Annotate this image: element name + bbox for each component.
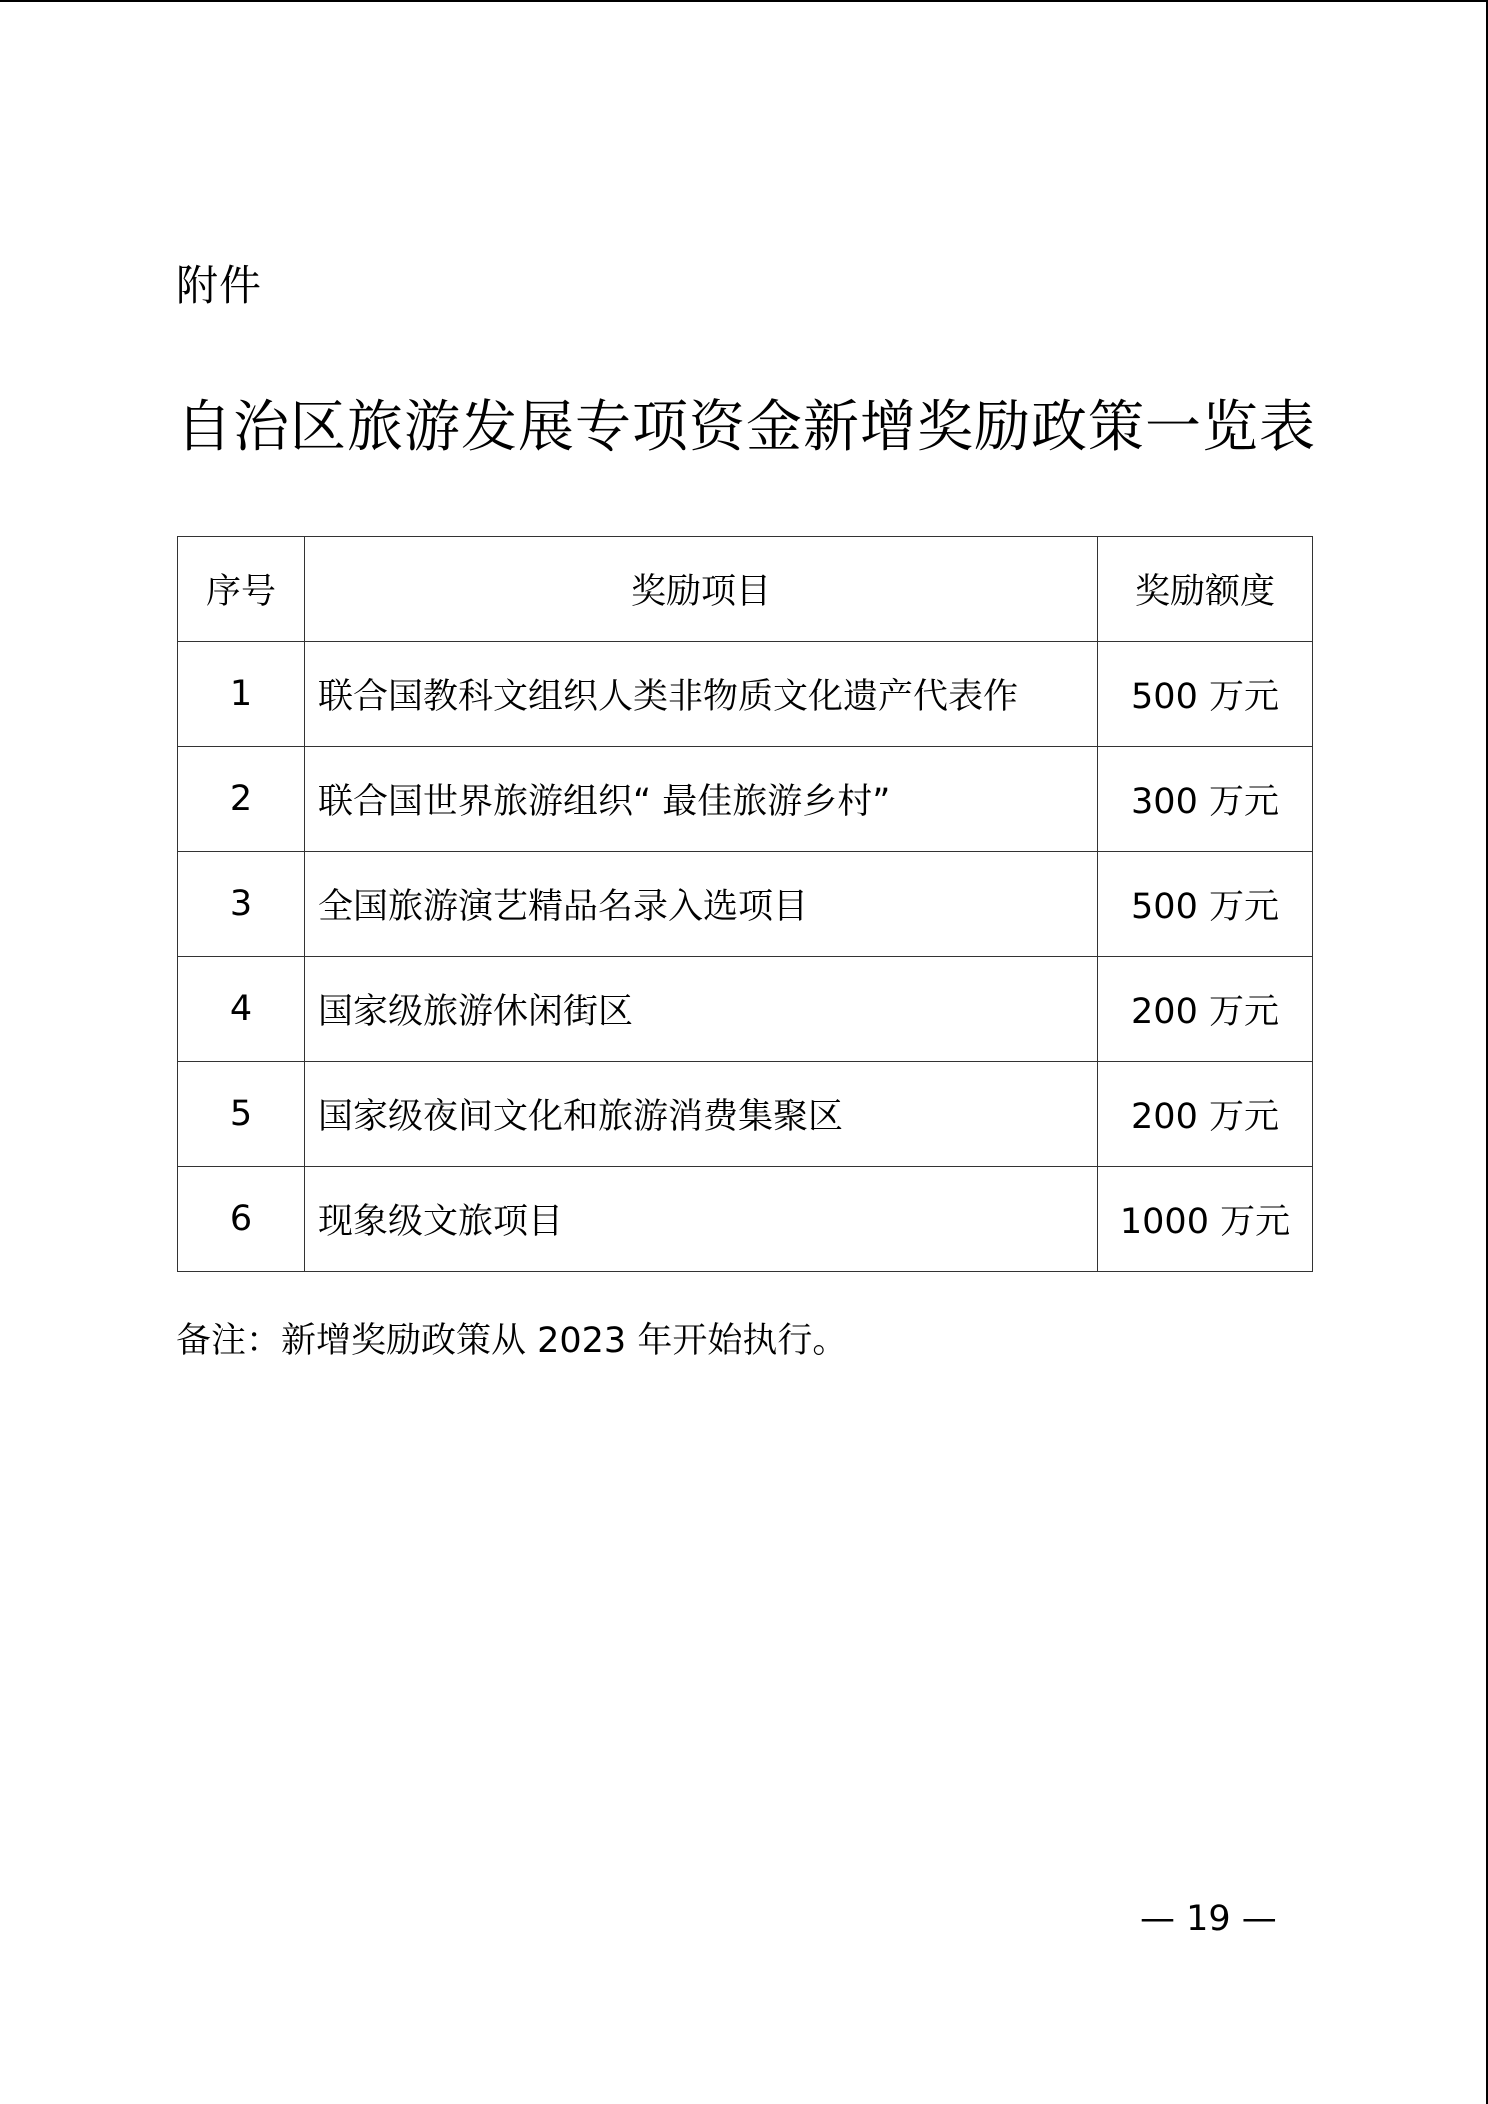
table-header-row — [178, 537, 1313, 642]
row-item: 国家级夜间文化和旅游消费集聚区 — [318, 1097, 844, 1137]
row-item-cell — [305, 747, 1098, 852]
table-row — [178, 1062, 1313, 1167]
header-award-item: 奖励项目 — [305, 537, 1098, 642]
row-item: 国家级旅游休闲街区 — [318, 992, 634, 1032]
row-amount: 500 万元 — [1098, 852, 1313, 957]
row-amount: 1000 万元 — [1098, 1167, 1313, 1272]
row-item: 联合国世界旅游组织“ 最佳旅游乡村” — [318, 782, 891, 822]
page-number: — 19 — — [1140, 1899, 1277, 1939]
row-item-cell — [305, 957, 1098, 1062]
table-row — [178, 852, 1313, 957]
row-item-cell — [305, 1062, 1098, 1167]
header-award-amount: 奖励额度 — [1098, 537, 1313, 642]
row-item: 全国旅游演艺精品名录入选项目 — [318, 887, 809, 927]
award-policy-table — [177, 536, 1313, 1272]
row-item: 现象级文旅项目 — [318, 1202, 564, 1242]
row-amount: 300 万元 — [1098, 747, 1313, 852]
row-item: 联合国教科文组织人类非物质文化遗产代表作 — [318, 677, 1019, 717]
table-row — [178, 957, 1313, 1062]
attachment-label: 附件 — [176, 261, 263, 310]
table-note: 备注：新增奖励政策从 2023 年开始执行。 — [176, 1321, 848, 1361]
table-row — [178, 1167, 1313, 1272]
row-item-cell — [305, 642, 1098, 747]
row-number: 6 — [178, 1167, 305, 1272]
table-row — [178, 747, 1313, 852]
row-number: 2 — [178, 747, 305, 852]
row-amount: 200 万元 — [1098, 957, 1313, 1062]
row-item-cell — [305, 1167, 1098, 1272]
row-amount: 200 万元 — [1098, 1062, 1313, 1167]
row-number: 4 — [178, 957, 305, 1062]
row-number: 5 — [178, 1062, 305, 1167]
row-number: 1 — [178, 642, 305, 747]
table-row — [178, 642, 1313, 747]
header-serial-number: 序号 — [178, 537, 305, 642]
row-item-cell — [305, 852, 1098, 957]
row-amount: 500 万元 — [1098, 642, 1313, 747]
document-title: 自治区旅游发展专项资金新增奖励政策一览表 — [176, 395, 1316, 460]
row-number: 3 — [178, 852, 305, 957]
